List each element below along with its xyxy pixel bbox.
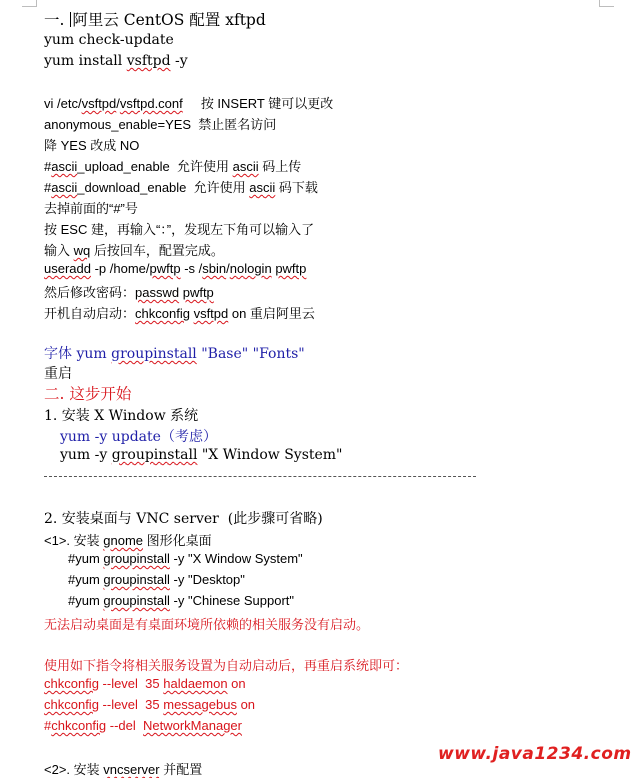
doc-line-15: 字体 yum groupinstall "Base" "Fonts" [44,346,305,362]
doc-line-10: 按 ESC 建，再输入“：”，发现左下角可以输入了 [44,222,315,237]
doc-line-7: #ascii_upload_enable 允许使用 ascii 码上传 [44,159,302,174]
doc-line-12: useradd -p /home/pwftp -s /sbin/nologin pwftp [44,261,307,276]
doc-line-21: 2. 安装桌面与 VNC server (此步骤可省略) [44,511,323,527]
doc-line-26: 无法启动桌面是有桌面环境所依赖的相关服务没有启动。 [44,617,370,632]
doc-line-6: 降 YES 改成 NO [44,138,140,153]
doc-line-19: yum -y update（考虑） [60,429,217,445]
doc-heading-1: 一. 阿里云 CentOS 配置 xftpd [44,11,266,29]
doc-line-31: <2>. 安装 vncserver 并配置 [44,762,203,777]
doc-line-14: 开机自动启动：chkconfig vsftpd on 重启阿里云 [44,306,315,321]
watermark-text: www.java1234.com [438,744,632,764]
doc-line-8: #ascii_download_enable 允许使用 ascii 码下载 [44,180,318,195]
doc-line-4: vi /etc/vsftpd/vsftpd.conf 按 INSERT 键可以更改 [44,96,334,111]
page-corner-mark-left [22,0,37,7]
doc-line-27: 使用如下指令将相关服务设置为自动启动后，再重启系统即可： [44,658,409,673]
doc-line-23: #yum groupinstall -y "X Window System" [68,551,303,566]
doc-line-28: chkconfig --level 35 haldaemon on [44,676,246,691]
doc-line-16: 重启 [44,366,72,382]
doc-line-24: #yum groupinstall -y "Desktop" [68,572,245,587]
doc-line-11: 输入 wq 后按回车，配置完成。 [44,243,224,258]
doc-line-29: chkconfig --level 35 messagebus on [44,697,256,712]
dashed-separator [44,476,476,477]
doc-heading-2: 二. 这步开始 [44,385,132,403]
doc-line-22: <1>. 安装 gnome 图形化桌面 [44,533,212,548]
doc-line-9: 去掉前面的“#”号 [44,201,138,216]
doc-line-13: 然后修改密码：passwd pwftp [44,285,214,300]
doc-line-2: yum check-update [44,32,174,48]
page-corner-mark-right [599,0,614,7]
doc-line-25: #yum groupinstall -y "Chinese Support" [68,593,295,608]
doc-line-3: yum install vsftpd -y [44,53,188,69]
doc-line-5: anonymous_enable=YES 禁止匿名访问 [44,117,277,132]
doc-line-30: #chkconfig --del NetworkManager [44,718,242,733]
doc-line-20: yum -y groupinstall "X Window System" [60,447,343,463]
doc-line-18: 1. 安装 X Window 系统 [44,408,199,424]
